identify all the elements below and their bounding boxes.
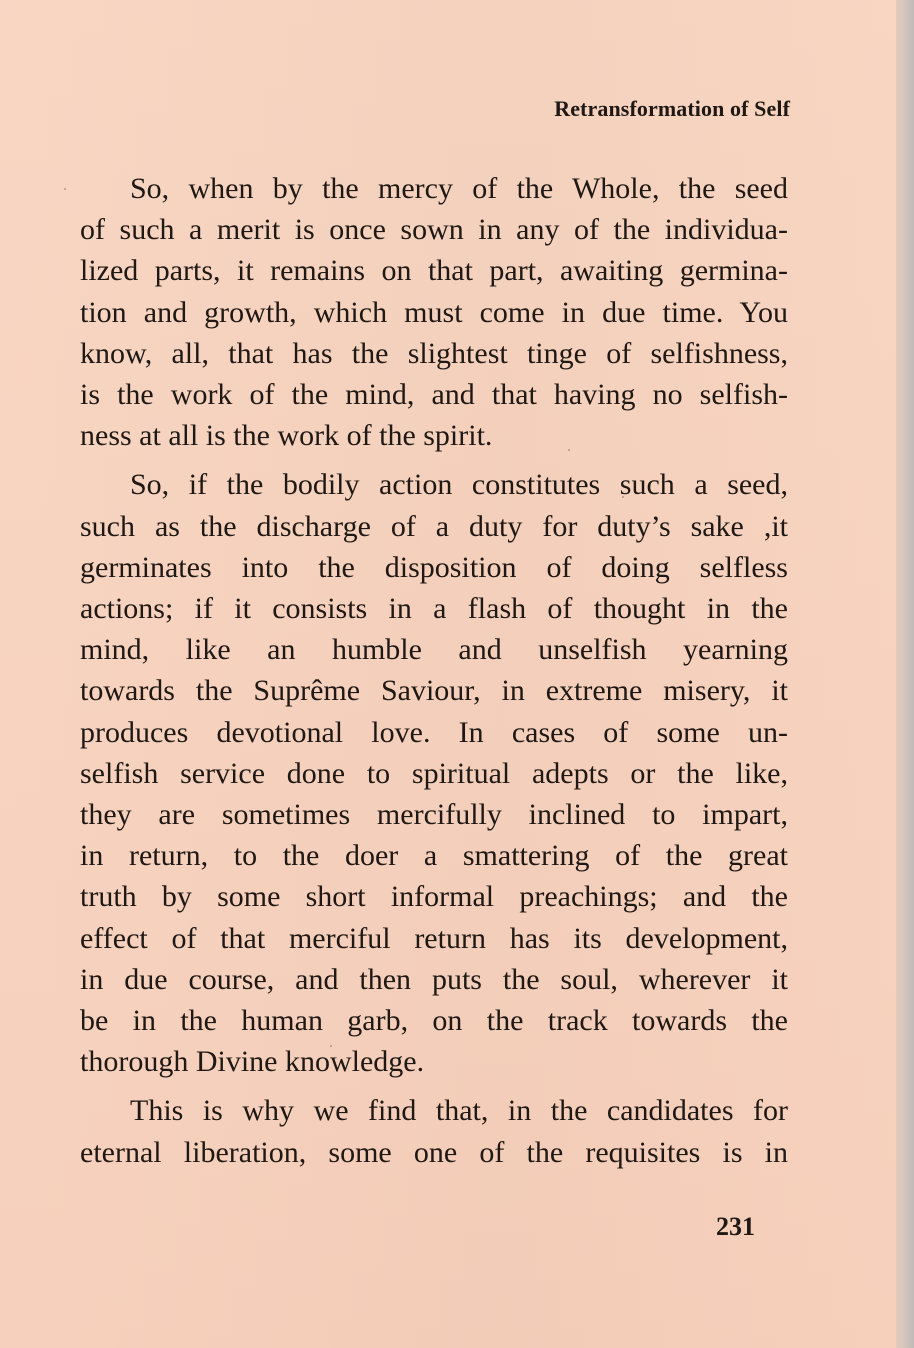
page-body (28, 168, 788, 1181)
text-line: ness at all is the work of the spirit. (80, 419, 493, 453)
text-line: So, when by the mercy of the Whole, the seed (130, 172, 788, 205)
text-line: lized parts, it remains on that part, awaiting germina- (80, 254, 788, 288)
text-line: is the work of the mind, and that having no selfish- (80, 378, 788, 412)
text-line: thorough Divine knowledge. (80, 1045, 425, 1079)
paper-speck (568, 449, 570, 451)
text-line: know, all, that has the slightest tinge of selfishness, (80, 336, 788, 370)
text-line: produces devotional love. In cases of some un- (80, 715, 788, 749)
text-line: tion and growth, which must come in due time. You (80, 295, 788, 329)
text-line: of such a merit is once sown in any of the individua- (80, 213, 788, 247)
paper-speck (64, 188, 66, 190)
text-line: in return, to the doer a smattering of the great (80, 839, 788, 873)
text-line: effect of that merciful return has its development, (80, 921, 788, 955)
paper-speck (622, 496, 624, 498)
text-line: in due course, and then puts the soul, wherever it (80, 962, 788, 996)
paper-speck (330, 1045, 332, 1047)
text-line: truth by some short informal preachings; and the (80, 880, 788, 914)
text-line: This is why we find that, in the candidates for (130, 1094, 788, 1128)
paragraph-3 (28, 1090, 788, 1172)
text-line: be in the human garb, on the track towards the (80, 1004, 788, 1038)
text-line: So, if the bodily action constitutes such a seed, (130, 468, 788, 502)
page-edge-shadow (896, 0, 914, 1348)
page-number: 231 (716, 1212, 755, 1241)
text-line: germinates into the disposition of doing selfless (80, 550, 788, 584)
text-line: towards the Suprême Saviour, in extreme misery, it (80, 674, 788, 708)
paragraph-1 (28, 168, 788, 456)
text-line: eternal liberation, some one of the requisites is in (80, 1135, 788, 1169)
text-line: mind, like an humble and unselfish yearning (80, 633, 788, 667)
paragraph-2 (28, 464, 788, 1082)
text-line: selfish service done to spiritual adepts or the like, (80, 756, 788, 790)
running-head: Retransformation of Self (554, 96, 790, 121)
text-line: such as the discharge of a duty for duty’s sake ,it (80, 509, 788, 543)
text-line: they are sometimes mercifully inclined to impart, (80, 798, 788, 832)
text-line: actions; if it consists in a flash of thought in the (80, 592, 788, 626)
